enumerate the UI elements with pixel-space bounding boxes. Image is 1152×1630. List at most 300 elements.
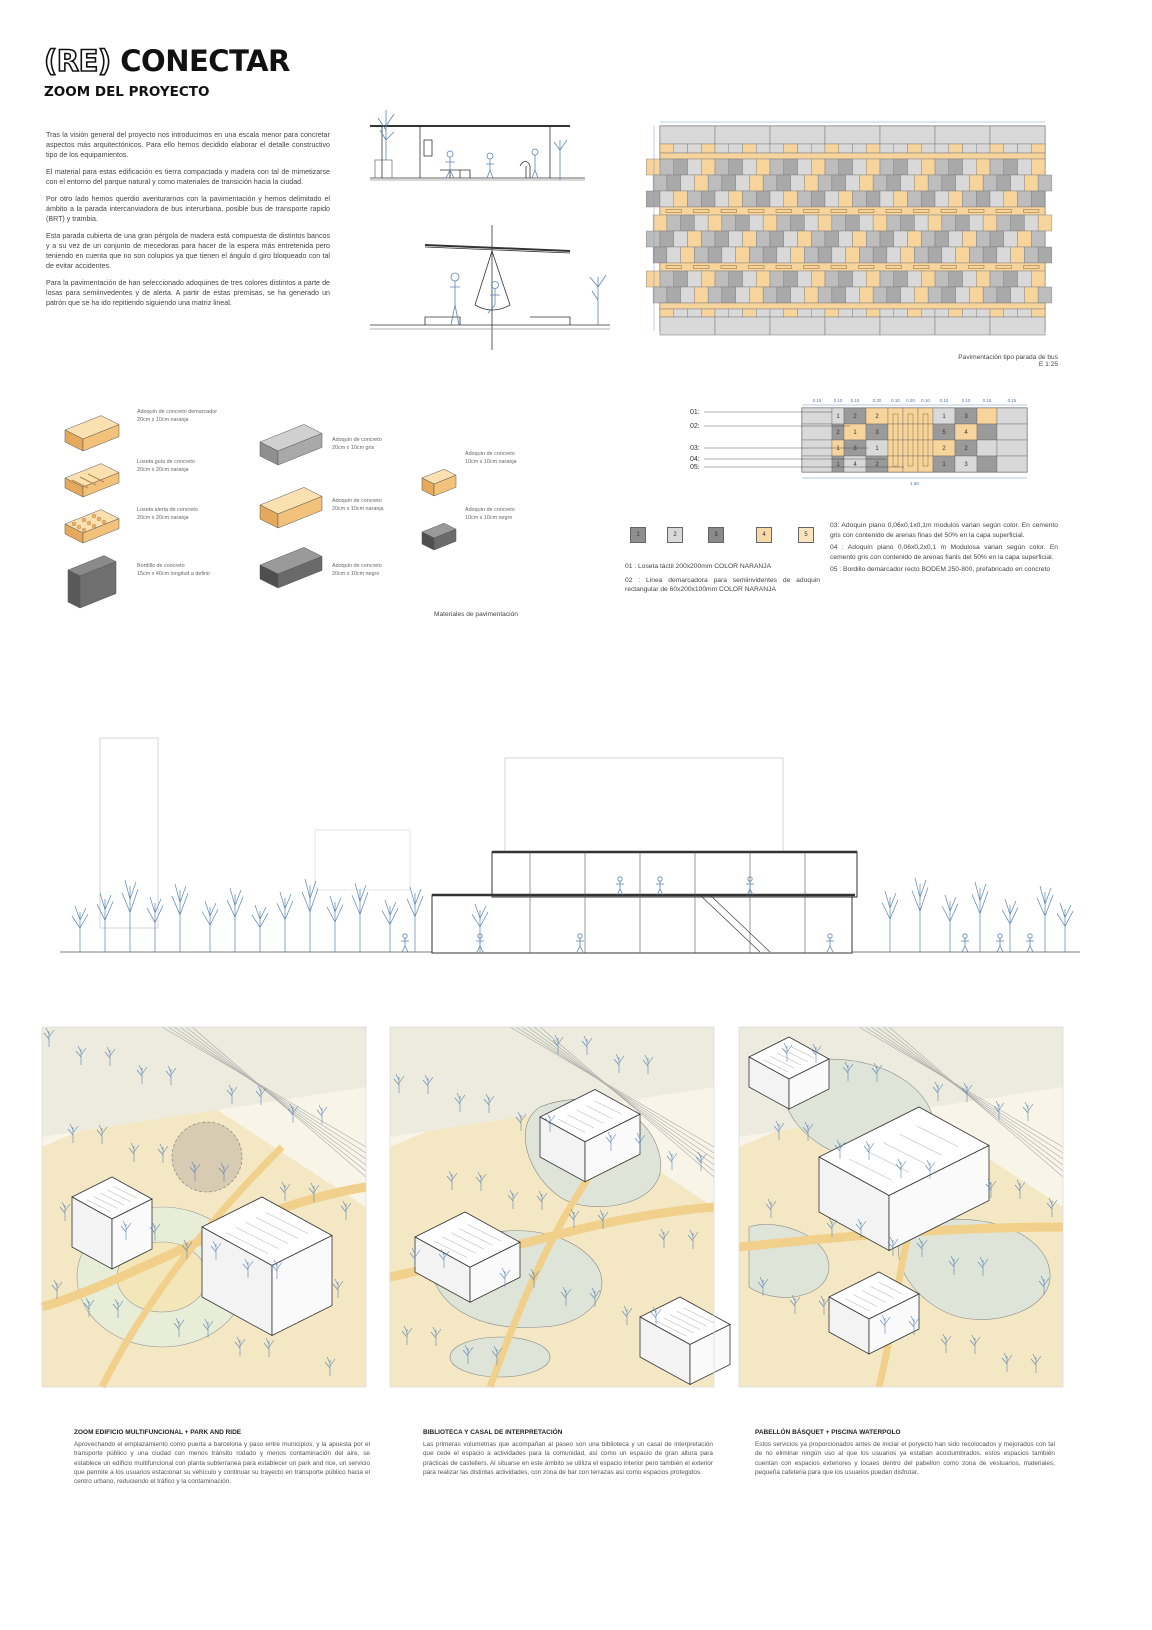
paving-brick <box>976 159 990 175</box>
paving-brick <box>990 144 1004 153</box>
detail-cell-number: 3 <box>853 446 857 453</box>
paving-brick <box>1004 271 1018 287</box>
paving-brick <box>770 159 784 175</box>
paving-row <box>660 309 1045 317</box>
alert-dot <box>87 521 91 525</box>
paving-brick <box>1031 144 1045 153</box>
paving-brick <box>859 175 873 191</box>
paving-brick <box>1018 144 1032 153</box>
paving-brick <box>743 309 757 317</box>
paving-brick <box>653 215 667 231</box>
paving-brick <box>1004 231 1018 247</box>
paving-brick <box>708 215 722 231</box>
material-label-5: Adoquín de concreto 20cm x 10cm naranja <box>332 498 384 512</box>
material-block-naranja-small <box>422 469 456 496</box>
paving-brick <box>667 175 681 191</box>
paving-brick <box>708 247 722 263</box>
paving-brick <box>853 191 867 207</box>
paving-brick <box>798 144 812 153</box>
material-label-3: Bordillo de concreto 15cm x 40cm longitud a definir <box>137 563 211 577</box>
detail-dimension: 0.15 <box>982 398 992 403</box>
detail-cell-number: 2 <box>875 414 879 421</box>
paving-brick <box>866 271 880 287</box>
paving-brick <box>701 159 715 175</box>
paving-brick <box>756 231 770 247</box>
detail-cell-number: 1 <box>836 446 840 453</box>
section-tree <box>882 891 898 952</box>
detail-dimension: 0.20 <box>906 398 915 403</box>
detail-cell-number: 2 <box>853 414 857 421</box>
detail-cell <box>997 424 1027 440</box>
background-tower <box>100 738 158 928</box>
paving-brick <box>839 309 853 317</box>
materials-blocks <box>60 400 510 620</box>
legend-item-05: 05 : Bordillo demarcador recto BODEM 250-800, prefabricado en concreto <box>830 566 1051 573</box>
paving-brick <box>798 271 812 287</box>
intro-text <box>46 130 330 315</box>
paving-brick <box>894 159 908 175</box>
detail-dimension: 0.20 <box>872 398 882 403</box>
paving-brick <box>894 271 908 287</box>
paving-brick <box>990 159 1004 175</box>
paving-brick <box>949 144 963 153</box>
paving-brick <box>694 247 708 263</box>
legend-item-03: 03: Adoquín plano 0,06x0,1x0,1m modulos varian según color. En cemento gris con contenido de arenas finas del 50% en la capa superficial. <box>830 522 1058 539</box>
paving-brick <box>688 271 702 287</box>
paving-brick <box>908 144 922 153</box>
material-block-alerta <box>65 510 119 543</box>
paving-brick <box>935 271 949 287</box>
paving-brick <box>729 159 743 175</box>
section-tree <box>172 884 188 952</box>
section-tree <box>122 880 138 952</box>
legend-item-04: 04 : Adoquín plano 0,06x0,2x0,1 m Modulosa varian según color. En cemento gris con contenido de arenas fianls del 50% en la capa superficial. <box>830 544 1058 561</box>
paving-brick <box>963 191 977 207</box>
detail-cell <box>903 408 918 424</box>
paving-brick <box>949 309 963 317</box>
detail-cell-number: 1 <box>853 430 857 437</box>
paving-slab <box>990 126 1045 144</box>
paving-brick <box>935 144 949 153</box>
detail-cell <box>888 424 903 440</box>
paving-brick <box>681 215 695 231</box>
paving-brick <box>1038 215 1052 231</box>
paving-brick <box>969 175 983 191</box>
paving-brick <box>866 159 880 175</box>
paving-brick <box>1004 309 1018 317</box>
paving-brick <box>784 231 798 247</box>
paving-brick <box>866 309 880 317</box>
paving-brick <box>880 231 894 247</box>
paving-brick <box>715 309 729 317</box>
paving-brick <box>832 247 846 263</box>
page-title <box>44 44 290 78</box>
paving-brick <box>756 271 770 287</box>
detail-cell-number: 1 <box>942 414 946 421</box>
paving-brick <box>1011 247 1025 263</box>
panel-text-2 <box>755 1429 1055 1477</box>
paving-brick <box>694 287 708 303</box>
section-tree <box>97 893 113 952</box>
detail-cell-number: 2 <box>942 446 946 453</box>
paving-brick <box>908 231 922 247</box>
paving-brick <box>873 287 887 303</box>
material-label-4: Adoquín de concreto 20cm x 10cm gris <box>332 437 382 451</box>
title-outline-word: (RE) <box>44 44 111 78</box>
paving-brick <box>743 144 757 153</box>
detail-cell <box>918 440 933 456</box>
paving-brick <box>908 159 922 175</box>
section-tree <box>1037 886 1053 952</box>
paving-brick <box>839 271 853 287</box>
paving-brick <box>880 144 894 153</box>
paving-brick <box>866 191 880 207</box>
paving-slab <box>715 317 770 335</box>
paving-brick <box>928 287 942 303</box>
section-tree <box>202 901 218 952</box>
paving-brick <box>894 231 908 247</box>
paving-brick <box>811 231 825 247</box>
paving-brick <box>1018 231 1032 247</box>
paving-row <box>660 263 1045 271</box>
intro-paragraph: Por otro lado hemos querdio aventurarnos con la pavimentación y hemos delimitado el ámbito a la parada intercanviadora de bus interurbana, posible bus de transporte rapido (BRT) y trambia. <box>46 195 330 223</box>
paving-brick <box>839 231 853 247</box>
paving-brick <box>688 231 702 247</box>
paving-brick <box>722 215 736 231</box>
paving-brick <box>798 159 812 175</box>
paving-brick <box>756 191 770 207</box>
paving-brick <box>949 191 963 207</box>
paving-row <box>660 303 1045 309</box>
paving-brick <box>866 231 880 247</box>
section-tree <box>352 883 368 952</box>
material-label-1: Loseta guía de concreto 20cm x 20cm naranja <box>137 459 195 473</box>
paving-brick <box>729 191 743 207</box>
paving-brick <box>853 231 867 247</box>
paving-slab <box>770 126 825 144</box>
paving-brick <box>921 144 935 153</box>
detail-cell-number: 2 <box>836 430 840 437</box>
legend-swatch: 2 <box>667 527 683 543</box>
paving-brick <box>701 271 715 287</box>
paving-brick <box>688 144 702 153</box>
detail-cell <box>977 424 997 440</box>
legend-swatch: 5 <box>798 527 814 543</box>
paving-brick <box>688 191 702 207</box>
paving-brick <box>942 247 956 263</box>
paving-brick <box>804 287 818 303</box>
detail-cell <box>918 424 933 440</box>
detail-cell <box>997 440 1027 456</box>
paving-brick <box>976 144 990 153</box>
detail-cell-number: 3 <box>964 414 968 421</box>
paving-brick <box>956 287 970 303</box>
paving-brick <box>894 144 908 153</box>
paving-brick <box>749 247 763 263</box>
paving-brick <box>997 175 1011 191</box>
paving-brick <box>969 247 983 263</box>
paving-brick <box>859 215 873 231</box>
material-label-0: Adoquín de concreto demarcador 20cm x 10cm naranja <box>137 409 218 423</box>
paving-brick <box>749 287 763 303</box>
detail-dimension: 0.15 <box>1007 398 1017 403</box>
paving-brick <box>715 191 729 207</box>
paving-brick <box>804 247 818 263</box>
paving-brick <box>963 231 977 247</box>
material-label-2: Loseta alerta de concreto 20cm x 20cm naranja <box>137 507 198 521</box>
paving-brick <box>763 287 777 303</box>
paving-brick <box>660 144 674 153</box>
paving-brick <box>976 191 990 207</box>
paving-brick <box>935 231 949 247</box>
paving-brick <box>1011 215 1025 231</box>
paving-brick <box>701 144 715 153</box>
paving-brick <box>1038 287 1052 303</box>
paving-brick <box>832 175 846 191</box>
paving-row <box>660 207 1045 215</box>
detail-dimension: 0.10 <box>939 398 949 403</box>
detail-dimension: 0.10 <box>891 398 900 403</box>
paving-row <box>646 271 1045 287</box>
paving-brick <box>846 247 860 263</box>
section-tree <box>1057 903 1073 952</box>
paving-brick <box>798 309 812 317</box>
paving-slab <box>880 317 935 335</box>
panel-description: Aprovechando el emplazamiento como puerta a barcelona y paso entre municipios, y la apuesta por el transporte público y una ciudad con menos tránsito rodado y menos contaminación del aire, se establece un edificio multifuncional con planta subterranea para establecer un park and rice, un servicio que permite a los usuarios estacionar su vehículo y continuar su trayecto en transporte público hacia el centro urbano, reduciendo el tráfico y la contaminación. <box>74 1441 370 1486</box>
paving-brick <box>777 247 791 263</box>
alert-dot <box>77 525 81 529</box>
paving-brick <box>866 144 880 153</box>
paving-brick <box>853 159 867 175</box>
material-block-demarcador <box>65 416 119 451</box>
paving-brick <box>660 159 674 175</box>
background-building <box>315 830 410 890</box>
detail-cell-number: 1 <box>836 414 840 421</box>
paving-brick <box>743 159 757 175</box>
legend-right <box>830 521 1058 575</box>
paving-brick <box>756 159 770 175</box>
paving-brick <box>777 287 791 303</box>
paving-brick <box>921 271 935 287</box>
paving-brick <box>949 231 963 247</box>
paving-brick <box>818 175 832 191</box>
detail-cell-number: 1 <box>836 462 840 469</box>
paving-brick <box>825 231 839 247</box>
paving-brick <box>729 144 743 153</box>
paving-row <box>653 215 1052 231</box>
paving-brick <box>901 175 915 191</box>
paving-brick <box>736 175 750 191</box>
alert-dot <box>92 524 96 528</box>
paving-brick <box>880 271 894 287</box>
detail-cell <box>977 440 997 456</box>
paving-brick <box>715 231 729 247</box>
paving-brick <box>681 287 695 303</box>
material-block-negro <box>260 547 322 588</box>
detail-cell-number: 2 <box>875 462 879 469</box>
detail-dimension: 0.15 <box>812 398 822 403</box>
paving-brick <box>722 287 736 303</box>
paving-brick <box>729 271 743 287</box>
paving-brick <box>873 175 887 191</box>
detail-cell-number: 3 <box>964 462 968 469</box>
paving-brick <box>963 309 977 317</box>
paving-brick <box>880 159 894 175</box>
paving-brick <box>1038 175 1052 191</box>
paving-brick <box>811 191 825 207</box>
paving-brick <box>1031 231 1045 247</box>
paving-brick <box>1018 309 1032 317</box>
detail-cell <box>802 456 832 472</box>
paving-row <box>646 191 1045 207</box>
paving-brick <box>1024 247 1038 263</box>
paving-brick <box>908 271 922 287</box>
paving-brick <box>859 287 873 303</box>
axonometric-panel-biblioteca <box>390 1027 714 1387</box>
paving-brick <box>1024 215 1038 231</box>
paving-brick <box>853 309 867 317</box>
intro-paragraph: Esta parada cubierta de una gran pérgola de madera está compuesta de distintos bancos y a su vez de un conjunto de mecedoras para hacer de la espera más entretenida pero teniendo en cuenta que no son colupios ya que tienen el ángulo d giro bloqueado con tal de evitar accidentes. <box>46 232 330 270</box>
panel-description: Estos servicios ya proporcionados antes de iniciar el poryecto han sido recolocados y mejorados con tal de no eliminar ningún uso al que los usuarios ya estaban acostumbrados. estos espacios también cuentan con espacios exteriores y locaes dentro del pabellon como zona de vestuarios, materiales, pequeña cafeteria para que los usuarios puedan disfrutar. <box>755 1441 1055 1476</box>
paving-brick <box>715 271 729 287</box>
paving-brick <box>846 287 860 303</box>
paving-brick <box>825 144 839 153</box>
alert-dot <box>82 528 86 532</box>
paving-brick <box>1031 159 1045 175</box>
material-label-6: Adoquín de concreto 20cm x 10cm negro <box>332 563 382 577</box>
paving-brick <box>1018 191 1032 207</box>
paving-brick <box>887 247 901 263</box>
paving-brick <box>681 247 695 263</box>
paving-brick <box>729 309 743 317</box>
detail-cell <box>903 424 918 440</box>
paving-brick <box>997 287 1011 303</box>
building-section <box>60 720 1080 970</box>
paving-brick <box>646 159 660 175</box>
paving-row <box>653 287 1052 303</box>
axonometric-panel-multifuncional <box>42 1027 366 1387</box>
paving-brick <box>770 271 784 287</box>
detail-cell <box>903 440 918 456</box>
paving-brick <box>791 287 805 303</box>
paving-brick <box>784 159 798 175</box>
paving-brick <box>901 287 915 303</box>
paving-brick <box>722 175 736 191</box>
paving-brick <box>667 215 681 231</box>
paving-brick <box>969 287 983 303</box>
paving-brick <box>921 231 935 247</box>
paving-brick <box>715 159 729 175</box>
material-block-gris <box>260 424 322 465</box>
detail-dimension: 0.10 <box>921 398 930 403</box>
detail-cell <box>802 408 832 424</box>
paving-brick <box>770 191 784 207</box>
paving-brick <box>997 247 1011 263</box>
paving-slab <box>825 126 880 144</box>
paving-brick <box>887 287 901 303</box>
paving-brick <box>901 247 915 263</box>
section-tree <box>382 900 398 952</box>
paving-brick <box>770 231 784 247</box>
paving-brick <box>1004 191 1018 207</box>
paving-brick <box>880 191 894 207</box>
paving-brick <box>894 309 908 317</box>
paving-brick <box>777 215 791 231</box>
paving-brick <box>1011 287 1025 303</box>
person-body <box>1026 938 1034 952</box>
paving-brick <box>894 191 908 207</box>
paving-brick <box>818 287 832 303</box>
paving-brick <box>660 231 674 247</box>
detail-cell-number: 1 <box>875 446 879 453</box>
detail-callout-label: 02: <box>690 423 700 430</box>
section-tree <box>327 896 343 952</box>
section-tree <box>252 905 268 952</box>
paving-brick <box>990 191 1004 207</box>
guide-band <box>660 207 1045 215</box>
paving-brick <box>942 287 956 303</box>
section-tree <box>147 897 163 952</box>
person-head <box>963 934 967 938</box>
paving-brick <box>921 159 935 175</box>
pergola-section <box>370 225 620 355</box>
material-block-bordillo <box>68 556 116 608</box>
paving-brick <box>701 231 715 247</box>
paving-brick <box>983 175 997 191</box>
paving-brick <box>770 309 784 317</box>
detail-cell <box>903 456 918 472</box>
paving-plan-title: Pavimentación tipo parada de bus <box>958 354 1058 361</box>
paving-brick <box>770 144 784 153</box>
paving-brick <box>743 231 757 247</box>
paving-brick <box>798 191 812 207</box>
alert-dot <box>97 517 101 521</box>
panel-title: PABELLÓN BÁSQUET + PISCINA WATERPOLO <box>755 1429 901 1436</box>
paving-detail <box>690 392 1060 492</box>
paving-brick <box>969 215 983 231</box>
guide-band <box>660 263 1045 271</box>
paving-brick <box>756 309 770 317</box>
paving-brick <box>646 271 660 287</box>
paving-brick <box>1031 191 1045 207</box>
paving-brick <box>956 215 970 231</box>
paving-row <box>646 231 1045 247</box>
paving-brick <box>646 231 660 247</box>
detail-cell <box>888 456 903 472</box>
paving-brick <box>729 231 743 247</box>
paving-brick <box>1018 271 1032 287</box>
paving-brick <box>839 191 853 207</box>
section-tree <box>972 882 988 952</box>
panel-description: Las primeras volumetrias que acompañan al paseo son una biblioteca y un casal de interpretación que cede el espacio a actividades para la comunidad, así como un espacio de gran altura para prácticas de castellers. Al situarse en este ámbito se utiliza el espacio interior pero también el exterior para realizar las distintas actividades, con zona de bar con terrazas así como espacios protegidos. <box>423 1441 713 1476</box>
paving-slab <box>660 317 715 335</box>
intro-paragraph: El material para estas edificación es tierra compactada y madera con tal de mimetizarse con el entorno del parque natural y como materiales de transición hacia la ciudad. <box>46 168 330 186</box>
paving-brick <box>694 175 708 191</box>
paving-brick <box>942 175 956 191</box>
paving-brick <box>694 215 708 231</box>
detail-callout-label: 03: <box>690 445 700 452</box>
panel-title: BIBLIOTECA Y CASAL DE INTERPRETACIÓN <box>423 1429 563 1436</box>
legend-swatch: 4 <box>756 527 772 543</box>
paving-brick <box>784 309 798 317</box>
paving-brick <box>921 309 935 317</box>
paving-brick <box>660 271 674 287</box>
paving-brick <box>956 175 970 191</box>
paving-brick <box>825 159 839 175</box>
detail-cell <box>888 440 903 456</box>
paving-brick <box>914 287 928 303</box>
paving-brick <box>798 231 812 247</box>
